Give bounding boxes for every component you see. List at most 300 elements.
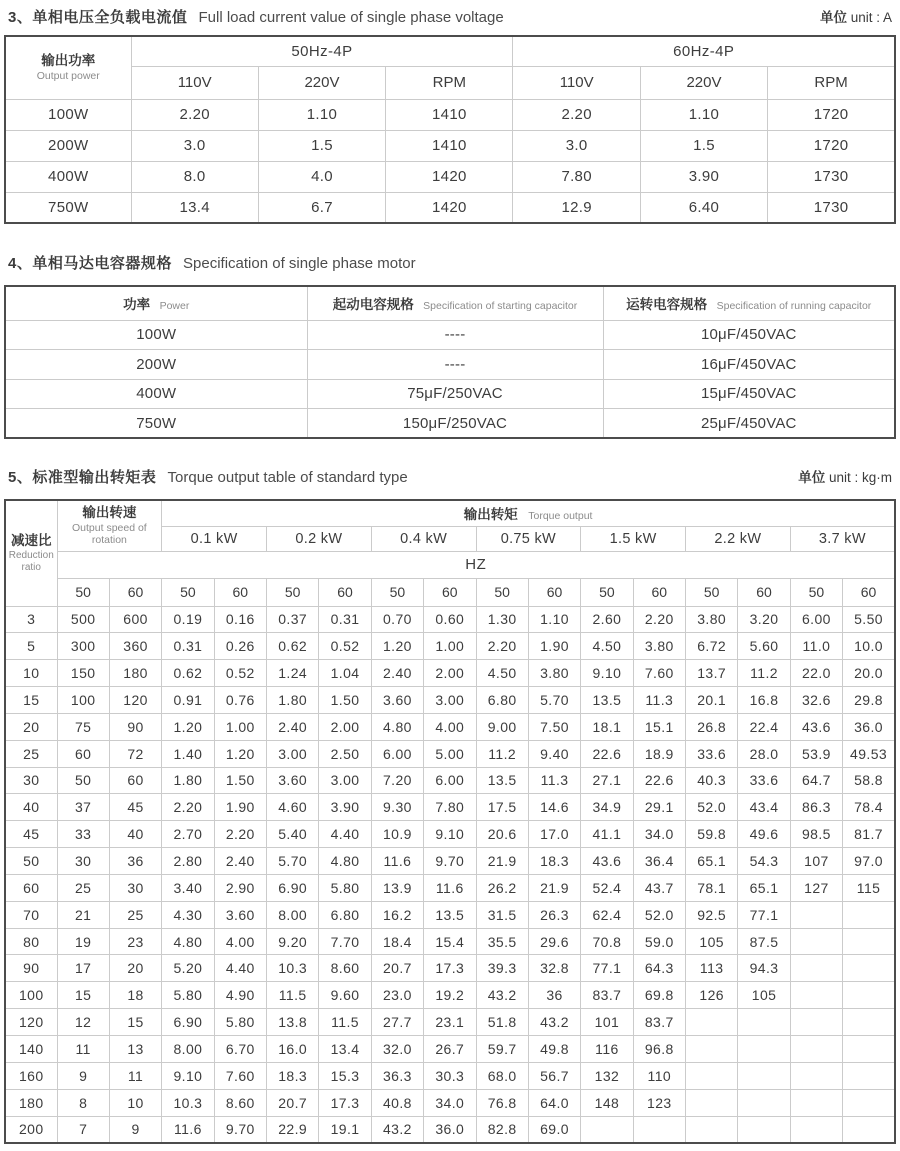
data-cell: 1.10 <box>528 606 580 633</box>
data-cell: 2.20 <box>214 821 266 848</box>
data-cell: 40.8 <box>371 1089 423 1116</box>
table-row <box>5 1089 895 1116</box>
kw-column-header: 1.5 kW <box>581 526 686 551</box>
data-cell: 8 <box>57 1089 109 1116</box>
data-cell: 13.5 <box>476 767 528 794</box>
data-cell <box>686 1036 738 1063</box>
row-header-cell: 100 <box>5 982 57 1009</box>
data-cell: 4.80 <box>371 713 423 740</box>
header-en: Specification of running capacitor <box>716 299 872 312</box>
data-cell <box>843 1089 895 1116</box>
row-header-cell: 750W <box>5 409 307 439</box>
unit-en: unit : kg·m <box>828 470 892 485</box>
data-cell: 360 <box>109 633 161 660</box>
data-cell: 16.8 <box>738 687 790 714</box>
data-cell: 4.90 <box>214 982 266 1009</box>
data-cell: 6.90 <box>267 874 319 901</box>
data-cell: 21.9 <box>528 874 580 901</box>
data-cell: 11.6 <box>162 1116 214 1143</box>
row-header-cell: 45 <box>5 821 57 848</box>
table-row <box>5 713 895 740</box>
data-cell: 64.0 <box>528 1089 580 1116</box>
data-cell: 0.91 <box>162 687 214 714</box>
data-cell: 6.72 <box>686 633 738 660</box>
running-capacitor-header <box>603 286 895 320</box>
hz-band-row <box>5 551 895 578</box>
data-cell: 15 <box>109 1009 161 1036</box>
section3-header <box>4 4 896 27</box>
data-cell: 1420 <box>386 161 513 192</box>
data-cell: 29.8 <box>843 687 895 714</box>
data-cell: 13.9 <box>371 874 423 901</box>
subhead-rpm: RPM <box>768 66 895 99</box>
data-cell: 1.80 <box>267 687 319 714</box>
data-cell <box>790 1116 842 1143</box>
data-cell: 49.53 <box>843 740 895 767</box>
data-cell: 59.7 <box>476 1036 528 1063</box>
data-cell: 18.3 <box>267 1062 319 1089</box>
data-cell: 16.2 <box>371 901 423 928</box>
data-cell: 1.00 <box>424 633 476 660</box>
data-cell: 11.0 <box>790 633 842 660</box>
data-cell: 4.0 <box>258 161 385 192</box>
hz-columns-row <box>5 578 895 606</box>
data-cell: 18 <box>109 982 161 1009</box>
data-cell: ---- <box>307 350 603 380</box>
data-cell: 126 <box>686 982 738 1009</box>
table-row <box>5 928 895 955</box>
data-cell: 0.37 <box>267 606 319 633</box>
data-cell: 26.8 <box>686 713 738 740</box>
data-cell <box>686 1089 738 1116</box>
row-header-cell: 400W <box>5 379 307 409</box>
row-header-cell: 100W <box>5 320 307 350</box>
data-cell: 60 <box>57 740 109 767</box>
hz-column-header: 60 <box>424 578 476 606</box>
data-cell: 37 <box>57 794 109 821</box>
data-cell: 49.8 <box>528 1036 580 1063</box>
data-cell: 6.70 <box>214 1036 266 1063</box>
data-cell: 150 <box>57 660 109 687</box>
data-cell: 36.0 <box>424 1116 476 1143</box>
hz-column-header: 50 <box>371 578 423 606</box>
data-cell: 3.60 <box>267 767 319 794</box>
section3-title-zh: 3、单相电压全负载电流值 <box>8 9 188 26</box>
data-cell: 1.24 <box>267 660 319 687</box>
data-cell: 1420 <box>386 192 513 223</box>
data-cell: 4.50 <box>581 633 633 660</box>
data-cell: 0.52 <box>319 633 371 660</box>
data-cell: 5.80 <box>162 982 214 1009</box>
data-cell <box>790 1036 842 1063</box>
data-cell: 17 <box>57 955 109 982</box>
data-cell: 8.0 <box>131 161 258 192</box>
data-cell: 7.80 <box>424 794 476 821</box>
data-cell: 30 <box>57 848 109 875</box>
data-cell: 3.0 <box>131 130 258 161</box>
unit-zh: 单位 <box>819 10 847 25</box>
data-cell: 97.0 <box>843 848 895 875</box>
data-cell: 13.4 <box>319 1036 371 1063</box>
data-cell <box>790 1009 842 1036</box>
row-header-cell: 50 <box>5 848 57 875</box>
header-en: Reduction ratio <box>8 549 54 573</box>
data-cell: 13.7 <box>686 660 738 687</box>
data-cell: 43.2 <box>371 1116 423 1143</box>
table-row <box>5 901 895 928</box>
data-cell: 15μF/450VAC <box>603 379 895 409</box>
data-cell: 0.31 <box>319 606 371 633</box>
data-cell: 1730 <box>768 192 895 223</box>
data-cell: 15.1 <box>633 713 685 740</box>
table-row <box>5 794 895 821</box>
data-cell: 11.6 <box>424 874 476 901</box>
header-en: Output power <box>36 69 100 82</box>
data-cell: 6.90 <box>162 1009 214 1036</box>
data-cell: 39.3 <box>476 955 528 982</box>
table-row <box>5 130 895 161</box>
data-cell: 4.00 <box>214 928 266 955</box>
data-cell: 1.40 <box>162 740 214 767</box>
row-header-cell: 160 <box>5 1062 57 1089</box>
data-cell <box>843 1036 895 1063</box>
data-cell: 1720 <box>768 130 895 161</box>
data-cell: 98.5 <box>790 821 842 848</box>
data-cell: 22.9 <box>267 1116 319 1143</box>
kw-column-header: 0.75 kW <box>476 526 581 551</box>
section5-unit-label <box>798 466 892 486</box>
data-cell: 65.1 <box>686 848 738 875</box>
data-cell: 9.70 <box>214 1116 266 1143</box>
power-header <box>5 286 307 320</box>
data-cell: 32.0 <box>371 1036 423 1063</box>
data-cell: 1.5 <box>640 130 767 161</box>
row-header-cell: 180 <box>5 1089 57 1116</box>
kw-column-header: 0.2 kW <box>267 526 372 551</box>
table-row <box>5 320 895 350</box>
data-cell: 3.80 <box>686 606 738 633</box>
data-cell: 7.80 <box>513 161 640 192</box>
data-cell: 10.3 <box>267 955 319 982</box>
data-cell: 3.60 <box>214 901 266 928</box>
header-en: Torque output <box>528 509 593 522</box>
data-cell: ---- <box>307 320 603 350</box>
data-cell: 14.6 <box>528 794 580 821</box>
data-cell: 2.20 <box>131 99 258 130</box>
data-cell: 8.60 <box>319 955 371 982</box>
data-cell: 115 <box>843 874 895 901</box>
data-cell: 23.0 <box>371 982 423 1009</box>
data-cell: 5.00 <box>424 740 476 767</box>
hz-column-header: 50 <box>476 578 528 606</box>
data-cell: 51.8 <box>476 1009 528 1036</box>
data-cell: 17.5 <box>476 794 528 821</box>
kw-column-header: 0.4 kW <box>371 526 476 551</box>
data-cell: 5.70 <box>267 848 319 875</box>
table-row <box>5 161 895 192</box>
data-cell: 1410 <box>386 99 513 130</box>
data-cell: 43.2 <box>476 982 528 1009</box>
row-header-cell: 3 <box>5 606 57 633</box>
subhead-220v: 220V <box>258 66 385 99</box>
data-cell <box>843 1116 895 1143</box>
data-cell: 18.1 <box>581 713 633 740</box>
section4-title <box>8 252 416 273</box>
table-row <box>5 633 895 660</box>
section4-title-en: Specification of single phase motor <box>183 255 416 272</box>
section4-title-zh: 4、单相马达电容器规格 <box>8 255 172 272</box>
data-cell: 11.3 <box>633 687 685 714</box>
row-header-cell: 400W <box>5 161 131 192</box>
torque-output-table <box>4 499 896 1144</box>
data-cell: 5.50 <box>843 606 895 633</box>
data-cell <box>738 1062 790 1089</box>
section3-unit-label <box>820 6 892 26</box>
data-cell: 26.7 <box>424 1036 476 1063</box>
data-cell: 75 <box>57 713 109 740</box>
data-cell: 76.8 <box>476 1089 528 1116</box>
data-cell: 17.3 <box>319 1089 371 1116</box>
data-cell: 20.1 <box>686 687 738 714</box>
data-cell: 78.1 <box>686 874 738 901</box>
data-cell <box>790 928 842 955</box>
table-row <box>5 767 895 794</box>
group-50hz-header: 50Hz-4P <box>131 36 513 66</box>
row-header-cell: 30 <box>5 767 57 794</box>
data-cell: 113 <box>686 955 738 982</box>
data-cell: 23 <box>109 928 161 955</box>
data-cell: 83.7 <box>581 982 633 1009</box>
data-cell: 11 <box>109 1062 161 1089</box>
header-zh: 功率 <box>123 296 151 312</box>
data-cell: 20.7 <box>371 955 423 982</box>
data-cell: 43.4 <box>738 794 790 821</box>
data-cell: 15.3 <box>319 1062 371 1089</box>
data-cell: 9.10 <box>424 821 476 848</box>
data-cell: 21.9 <box>476 848 528 875</box>
data-cell <box>581 1116 633 1143</box>
row-header-cell: 120 <box>5 1009 57 1036</box>
data-cell: 21 <box>57 901 109 928</box>
data-cell: 11.6 <box>371 848 423 875</box>
data-cell: 18.4 <box>371 928 423 955</box>
reduction-ratio-header <box>5 500 57 606</box>
data-cell: 9.60 <box>319 982 371 1009</box>
data-cell: 18.3 <box>528 848 580 875</box>
data-cell: 2.40 <box>371 660 423 687</box>
hz-column-header: 60 <box>319 578 371 606</box>
data-cell: 15.4 <box>424 928 476 955</box>
unit-en: unit : A <box>850 10 892 25</box>
data-cell: 16μF/450VAC <box>603 350 895 380</box>
section5-title-zh: 5、标准型输出转矩表 <box>8 469 157 486</box>
subhead-rpm: RPM <box>386 66 513 99</box>
data-cell: 0.76 <box>214 687 266 714</box>
data-cell <box>686 1009 738 1036</box>
data-cell: 17.0 <box>528 821 580 848</box>
data-cell: 0.60 <box>424 606 476 633</box>
data-cell <box>790 1089 842 1116</box>
section4-header <box>4 250 896 273</box>
data-cell: 22.0 <box>790 660 842 687</box>
data-cell: 3.80 <box>528 660 580 687</box>
data-cell: 1.50 <box>319 687 371 714</box>
data-cell: 10 <box>109 1089 161 1116</box>
row-header-cell: 140 <box>5 1036 57 1063</box>
data-cell: 60 <box>109 767 161 794</box>
data-cell: 2.70 <box>162 821 214 848</box>
data-cell: 19 <box>57 928 109 955</box>
table-header-row <box>5 286 895 320</box>
data-cell: 10.0 <box>843 633 895 660</box>
data-cell <box>738 1116 790 1143</box>
data-cell: 20.0 <box>843 660 895 687</box>
data-cell: 0.19 <box>162 606 214 633</box>
data-cell: 64.3 <box>633 955 685 982</box>
data-cell: 5.80 <box>214 1009 266 1036</box>
data-cell: 22.4 <box>738 713 790 740</box>
data-cell: 5.70 <box>528 687 580 714</box>
hz-column-header: 50 <box>686 578 738 606</box>
data-cell: 82.8 <box>476 1116 528 1143</box>
data-cell: 59.8 <box>686 821 738 848</box>
section3-title <box>8 6 504 27</box>
data-cell: 52.0 <box>686 794 738 821</box>
row-header-cell: 25 <box>5 740 57 767</box>
data-cell: 32.6 <box>790 687 842 714</box>
data-cell: 18.9 <box>633 740 685 767</box>
data-cell: 72 <box>109 740 161 767</box>
data-cell: 9 <box>109 1116 161 1143</box>
data-cell: 50 <box>57 767 109 794</box>
data-cell <box>790 982 842 1009</box>
table-header-row <box>5 36 895 66</box>
data-cell: 86.3 <box>790 794 842 821</box>
data-cell: 0.62 <box>162 660 214 687</box>
data-cell: 2.20 <box>633 606 685 633</box>
data-cell: 9 <box>57 1062 109 1089</box>
data-cell: 3.90 <box>319 794 371 821</box>
data-cell: 54.3 <box>738 848 790 875</box>
data-cell: 2.80 <box>162 848 214 875</box>
data-cell: 110 <box>633 1062 685 1089</box>
data-cell: 5.20 <box>162 955 214 982</box>
data-cell: 22.6 <box>633 767 685 794</box>
data-cell: 9.30 <box>371 794 423 821</box>
data-cell: 13.4 <box>131 192 258 223</box>
data-cell: 132 <box>581 1062 633 1089</box>
data-cell: 3.0 <box>513 130 640 161</box>
data-cell: 1.04 <box>319 660 371 687</box>
table-row <box>5 1062 895 1089</box>
data-cell: 25 <box>109 901 161 928</box>
data-cell: 6.7 <box>258 192 385 223</box>
data-cell: 3.60 <box>371 687 423 714</box>
data-cell: 2.60 <box>581 606 633 633</box>
data-cell: 36.4 <box>633 848 685 875</box>
data-cell: 7 <box>57 1116 109 1143</box>
row-header-cell: 70 <box>5 901 57 928</box>
data-cell: 4.80 <box>319 848 371 875</box>
data-cell: 12 <box>57 1009 109 1036</box>
data-cell: 81.7 <box>843 821 895 848</box>
data-cell: 96.8 <box>633 1036 685 1063</box>
unit-zh: 单位 <box>798 470 826 485</box>
data-cell: 3.00 <box>267 740 319 767</box>
data-cell: 36 <box>109 848 161 875</box>
data-cell: 7.60 <box>214 1062 266 1089</box>
data-cell: 3.00 <box>424 687 476 714</box>
data-cell: 6.80 <box>319 901 371 928</box>
data-cell: 2.20 <box>513 99 640 130</box>
data-cell: 11.2 <box>476 740 528 767</box>
header-zh: 运转电容规格 <box>626 296 708 312</box>
table-row <box>5 848 895 875</box>
data-cell: 3.80 <box>633 633 685 660</box>
data-cell: 65.1 <box>738 874 790 901</box>
data-cell: 20 <box>109 955 161 982</box>
table-row <box>5 821 895 848</box>
row-header-cell: 200W <box>5 130 131 161</box>
row-header-cell: 100W <box>5 99 131 130</box>
data-cell: 0.70 <box>371 606 423 633</box>
header-en: Output speed of rotation <box>72 521 147 547</box>
header-en: Power <box>159 299 190 312</box>
full-load-current-table <box>4 35 896 224</box>
data-cell: 0.26 <box>214 633 266 660</box>
hz-column-header: 60 <box>738 578 790 606</box>
data-cell: 27.7 <box>371 1009 423 1036</box>
data-cell: 3.90 <box>640 161 767 192</box>
group-60hz-header: 60Hz-4P <box>513 36 895 66</box>
section3-title-en: Full load current value of single phase voltage <box>198 9 504 26</box>
output-speed-header <box>57 500 162 551</box>
data-cell: 0.52 <box>214 660 266 687</box>
row-header-cell: 40 <box>5 794 57 821</box>
data-cell: 12.9 <box>513 192 640 223</box>
data-cell: 43.2 <box>528 1009 580 1036</box>
data-cell: 26.2 <box>476 874 528 901</box>
data-cell: 70.8 <box>581 928 633 955</box>
data-cell: 5.60 <box>738 633 790 660</box>
data-cell: 33 <box>57 821 109 848</box>
data-cell: 3.40 <box>162 874 214 901</box>
data-cell: 77.1 <box>581 955 633 982</box>
hz-label: HZ <box>57 551 895 578</box>
data-cell: 2.00 <box>319 713 371 740</box>
data-cell <box>790 1062 842 1089</box>
data-cell: 11.3 <box>528 767 580 794</box>
data-cell: 36.3 <box>371 1062 423 1089</box>
data-cell: 40.3 <box>686 767 738 794</box>
table-row <box>5 982 895 1009</box>
data-cell: 31.5 <box>476 901 528 928</box>
data-cell: 9.70 <box>424 848 476 875</box>
table-row <box>5 99 895 130</box>
data-cell: 0.16 <box>214 606 266 633</box>
data-cell: 64.7 <box>790 767 842 794</box>
data-cell: 13.5 <box>424 901 476 928</box>
data-cell: 13.5 <box>581 687 633 714</box>
data-cell: 25 <box>57 874 109 901</box>
data-cell: 100 <box>57 687 109 714</box>
table-row <box>5 379 895 409</box>
data-cell: 56.7 <box>528 1062 580 1089</box>
data-cell: 4.00 <box>424 713 476 740</box>
header-zh: 输出转矩 <box>463 506 518 522</box>
data-cell: 29.6 <box>528 928 580 955</box>
row-header-cell: 15 <box>5 687 57 714</box>
